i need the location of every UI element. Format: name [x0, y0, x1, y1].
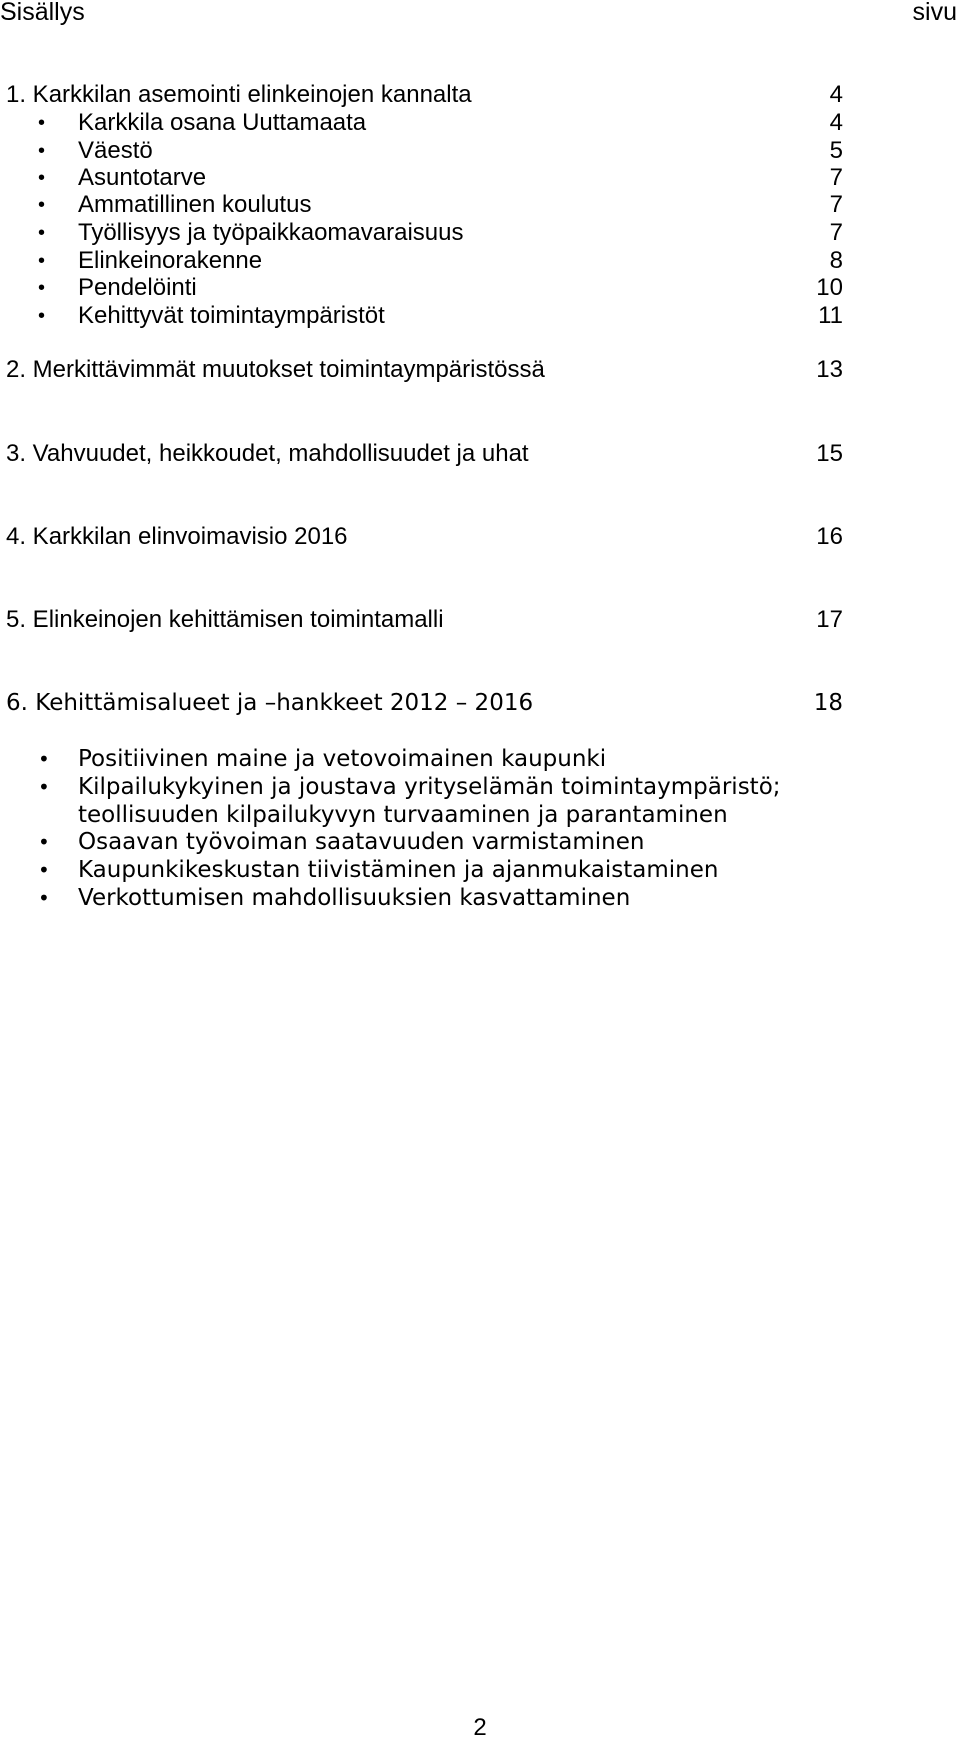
toc-subitem[interactable] — [0, 855, 960, 885]
bullet-icon: • — [38, 277, 46, 299]
section-title: 3. Vahvuudet, heikkoudet, mahdollisuudet ja uhat — [6, 440, 529, 467]
item-label: Kilpailukykyinen ja joustava yrityselämän toimintaympäristö; — [78, 774, 781, 800]
item-label: Väestö — [78, 137, 153, 164]
bullet-icon: • — [38, 886, 50, 910]
item-page: 7 — [829, 219, 843, 246]
toc-item[interactable] — [0, 218, 960, 248]
item-label: Karkkila osana Uuttamaata — [78, 109, 367, 136]
toc-section-1[interactable] — [0, 80, 960, 110]
toc-subitem[interactable] — [0, 883, 960, 913]
toc-item[interactable] — [0, 136, 960, 166]
item-label: teollisuuden kilpailukyvyn turvaaminen ja parantaminen — [78, 802, 728, 828]
item-page: 11 — [818, 302, 843, 329]
section-title: 5. Elinkeinojen kehittämisen toimintamalli — [6, 606, 444, 633]
bullet-icon: • — [38, 194, 46, 216]
item-label: Työllisyys ja työpaikkaomavaraisuus — [78, 219, 464, 246]
item-label: Elinkeinorakenne — [78, 247, 263, 274]
section-page: 13 — [816, 356, 843, 383]
toc-section-3[interactable] — [0, 439, 960, 469]
item-page: 8 — [829, 247, 843, 274]
item-label: Positiivinen maine ja vetovoimainen kaupunki — [78, 746, 607, 772]
section-page: 17 — [816, 606, 843, 633]
bullet-icon: • — [38, 167, 46, 189]
toc-subitem-continuation — [0, 800, 960, 830]
section-title: 2. Merkittävimmät muutokset toimintaympäristössä — [6, 356, 545, 383]
bullet-icon: • — [38, 140, 46, 162]
toc-item[interactable] — [0, 246, 960, 276]
bullet-icon: • — [38, 112, 46, 134]
item-page: 4 — [829, 109, 843, 136]
toc-section-2[interactable] — [0, 355, 960, 385]
item-page: 10 — [816, 274, 843, 301]
toc-item[interactable] — [0, 301, 960, 331]
item-label: Pendelöinti — [78, 274, 197, 301]
item-label: Ammatillinen koulutus — [78, 191, 312, 218]
toc-section-4[interactable] — [0, 522, 960, 552]
item-label: Verkottumisen mahdollisuuksien kasvattaminen — [78, 885, 631, 911]
bullet-icon: • — [38, 305, 46, 327]
page-number: 2 — [473, 1714, 487, 1741]
section-page: 15 — [816, 440, 843, 467]
bullet-icon: • — [38, 222, 46, 244]
item-label: Kehittyvät toimintaympäristöt — [78, 302, 385, 329]
bullet-icon: • — [38, 775, 50, 799]
section-page: 16 — [816, 523, 843, 550]
item-page: 7 — [829, 164, 843, 191]
item-label: Osaavan työvoiman saatavuuden varmistaminen — [78, 829, 645, 855]
section-title: 4. Karkkilan elinvoimavisio 2016 — [6, 523, 348, 550]
item-page: 7 — [829, 191, 843, 218]
section-page: 18 — [813, 690, 843, 716]
toc-item[interactable] — [0, 108, 960, 138]
item-label: Kaupunkikeskustan tiivistäminen ja ajanmukaistaminen — [78, 857, 719, 883]
page-column-heading: sivu — [912, 0, 957, 26]
bullet-icon: • — [38, 747, 50, 771]
toc-subitem[interactable] — [0, 827, 960, 857]
toc-section-6[interactable] — [0, 688, 960, 718]
section-title: 1. Karkkilan asemointi elinkeinojen kannalta — [6, 81, 472, 108]
toc-header — [0, 0, 960, 27]
toc-subitem[interactable] — [0, 772, 960, 802]
section-title: 6. Kehittämisalueet ja –hankkeet 2012 – 2016 — [6, 690, 534, 716]
bullet-icon: • — [38, 830, 50, 854]
toc-section-5[interactable] — [0, 605, 960, 635]
toc-item[interactable] — [0, 190, 960, 220]
bullet-icon: • — [38, 250, 46, 272]
toc-subitem[interactable] — [0, 744, 960, 774]
item-label: Asuntotarve — [78, 164, 207, 191]
toc-item[interactable] — [0, 273, 960, 303]
item-page: 5 — [829, 137, 843, 164]
toc-item[interactable] — [0, 163, 960, 193]
toc-heading: Sisällys — [0, 0, 85, 26]
bullet-icon: • — [38, 858, 50, 882]
section-page: 4 — [829, 81, 843, 108]
